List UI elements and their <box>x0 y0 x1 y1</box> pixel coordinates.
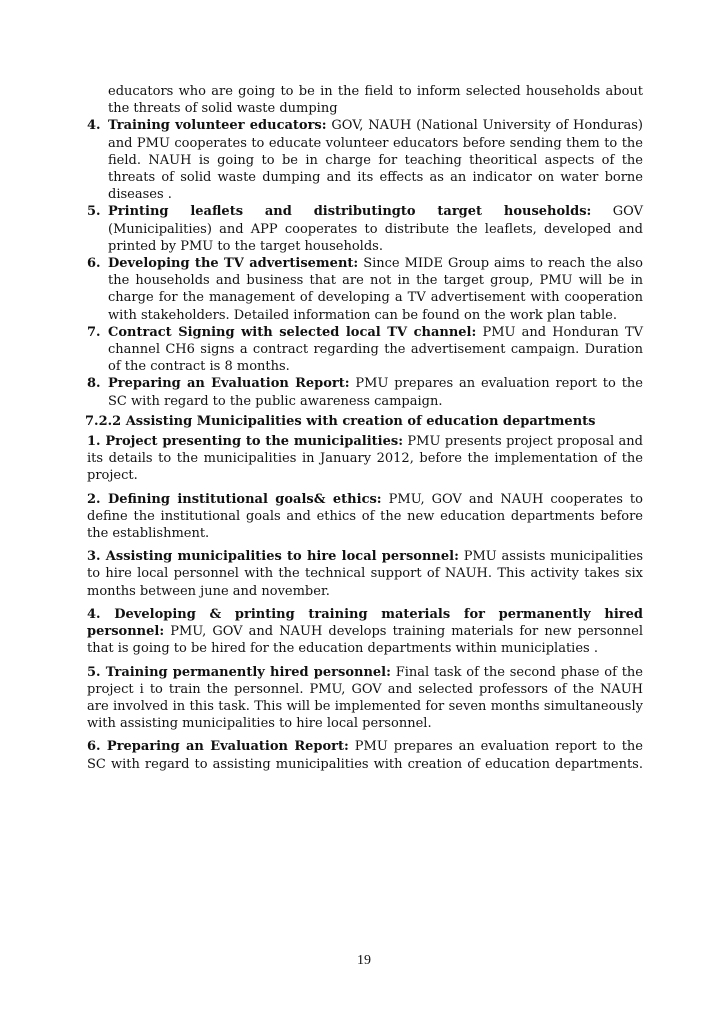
list-item-title: Contract Signing with selected local TV channel: <box>108 324 477 340</box>
list-item-text: Since MIDE Group aims to reach the also the households and business that are not in the target group, PMU will be in charge for the management of developing a TV advertisement with cooperation with stakeholders. Detailed information can be found on the work plan table. <box>108 256 643 323</box>
list-item-number: 4. <box>87 118 101 134</box>
list-item-text: PMU and Honduran TV channel CH6 signs a contract regarding the advertisement campaign. Duration of the contract is 8 months. <box>108 324 644 375</box>
list-item <box>87 203 643 255</box>
step-title: 3. Assisting municipalities to hire local personnel: <box>87 549 459 565</box>
list-item-number: 8. <box>87 376 101 392</box>
step-title: 5. Training permanently hired personnel: <box>87 664 391 680</box>
list-item-number: 7. <box>87 324 101 340</box>
step-title: 6. Preparing an Evaluation Report: <box>87 739 349 755</box>
list-item-number: 6. <box>87 256 101 272</box>
step-title: 1. Project presenting to the municipalities: <box>87 434 404 450</box>
page-number: 19 <box>357 953 371 968</box>
step-text: PMU, GOV and NAUH cooperates to define the institutional goals and ethics of the new education departments before the establishment. <box>87 491 643 542</box>
step-paragraph <box>87 738 643 772</box>
list-item-title: Printing leaflets and distributingto target households: <box>108 204 592 220</box>
section-heading: 7.2.2 Assisting Municipalities with creation of education departments <box>85 413 596 429</box>
list-item-text: GOV, NAUH (National University of Honduras) and PMU cooperates to educate volunteer educators before sending them to the field. NAUH is going to be in charge for teaching theoritical aspects of the threats of solid waste dumping and its effects as an indicator on water borne diseases . <box>108 118 643 203</box>
document-page <box>87 83 643 779</box>
continuation-paragraph: educators who are going to be in the field to inform selected households about the threats of solid waste dumping <box>108 84 643 117</box>
step-title: 2. Defining institutional goals& ethics: <box>87 491 382 507</box>
step-paragraph <box>87 548 643 600</box>
step-text: Final task of the second phase of the project i to train the personnel. PMU, GOV and selected professors of the NAUH are involved in this task. This will be implemented for seven months simultaneously with assisting municipalities to hire local personnel. <box>87 664 643 732</box>
step-text: PMU assists municipalities to hire local personnel with the technical support of NAUH. This activity takes six months between june and november. <box>87 549 643 599</box>
list-item-title: Developing the TV advertisement: <box>108 256 359 272</box>
step-paragraph <box>87 433 643 485</box>
numbered-list <box>87 117 643 409</box>
step-text: PMU prepares an evaluation report to the SC with regard to assisting municipalities with creation of education departments. <box>87 739 643 772</box>
list-item-title: Preparing an Evaluation Report: <box>108 376 350 392</box>
step-paragraph <box>87 606 643 658</box>
list-item <box>87 324 643 376</box>
list-item <box>87 375 643 409</box>
list-item-text: PMU prepares an evaluation report to the SC with regard to the public awareness campaign. <box>108 376 643 409</box>
step-title: 4. Developing & printing training materials for permanently hired personnel: <box>87 606 643 640</box>
list-item-text: GOV (Municipalities) and APP cooperates to distribute the leaflets, developed and printed by PMU to the target households. <box>108 204 643 254</box>
step-paragraph <box>87 664 643 733</box>
list-item-title: Training volunteer educators: <box>108 118 327 134</box>
step-text: PMU presents project proposal and its details to the municipalities in January 2012, before the implementation of the project. <box>87 434 643 484</box>
step-text: PMU, GOV and NAUH develops training materials for new personnel that is going to be hired for the education departments within municiplaties . <box>87 624 643 657</box>
step-paragraph <box>87 491 643 543</box>
list-item <box>87 117 643 203</box>
list-item-number: 5. <box>87 204 101 220</box>
list-item <box>87 255 643 324</box>
